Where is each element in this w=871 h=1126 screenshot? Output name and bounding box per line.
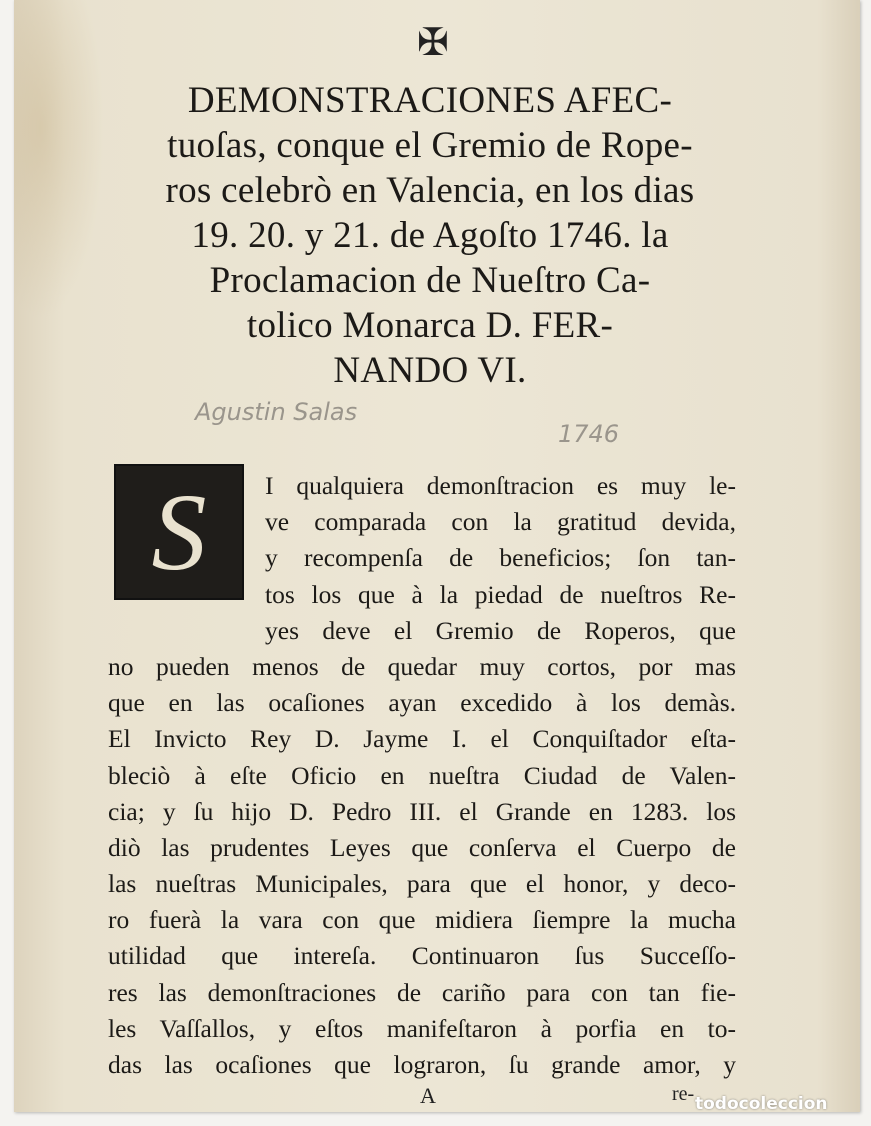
text-line: I qualquiera demonſtracion es muy le- (265, 471, 736, 500)
handwritten-year: 1746 (558, 420, 620, 448)
handwritten-name: Agustin Salas (195, 398, 358, 426)
cross-pattee-icon: ✠ (417, 22, 449, 64)
catchword: re- (672, 1083, 695, 1105)
title-line: 19. 20. y 21. de Agoſto 1746. la (191, 215, 669, 256)
text-line: bleciò à eſte Oficio en nueſtra Ciudad de Valen- (108, 760, 736, 790)
title-line: NANDO VI. (333, 350, 527, 391)
text-line: res las demonſtraciones de cariño para con tan fie- (108, 977, 736, 1007)
title-line: tolico Monarca D. FER- (246, 305, 614, 346)
text-line: les Vaſſallos, y eſtos manifeſtaron à porfia en to- (108, 1013, 736, 1043)
title-line: Proclamacion de Nueſtro Ca- (209, 260, 651, 301)
text-line: yes deve el Gremio de Roperos, que (265, 615, 736, 645)
text-line: ve comparada con la gratitud devida, (265, 507, 736, 537)
text-line: las nueſtras Municipales, para que el honor, y deco- (108, 869, 736, 899)
title-line: DEMONSTRACIONES AFEC- (187, 80, 673, 121)
watermark: todocoleccion (695, 1094, 828, 1114)
text-line: utilidad que intereſa. Continuaron ſus Succeſſo- (108, 941, 736, 971)
text-line: cia; y ſu hijo D. Pedro III. el Grande en 1283. los (108, 796, 736, 826)
drop-cap-letter: S (151, 471, 207, 593)
text-line: El Invicto Rey D. Jayme I. el Conquiſtador eſta- (108, 724, 736, 754)
text-line: das las ocaſiones que lograron, ſu grande amor, y (108, 1050, 736, 1079)
text-line: tos los que à la piedad de nueſtros Re- (265, 579, 736, 609)
title-line: tuoſas, conque el Gremio de Rope- (167, 125, 693, 166)
text-line: no pueden menos de quedar muy cortos, por mas (108, 651, 736, 681)
body-text (108, 468, 736, 1083)
text-line: ro fuerà la vara con que midiera ſiempre la mucha (108, 905, 736, 935)
text-line: y recompenſa de beneficios; ſon tan- (265, 543, 736, 573)
document-title (105, 78, 755, 393)
text-line: diò las prudentes Leyes que conſerva el Cuerpo de (108, 832, 736, 862)
text-line: que en las ocaſiones ayan excedido à los demàs. (108, 688, 736, 718)
signature-mark: A (420, 1083, 436, 1108)
title-line: ros celebrò en Valencia, en los dias (165, 170, 695, 211)
paper-stain (14, 0, 104, 320)
